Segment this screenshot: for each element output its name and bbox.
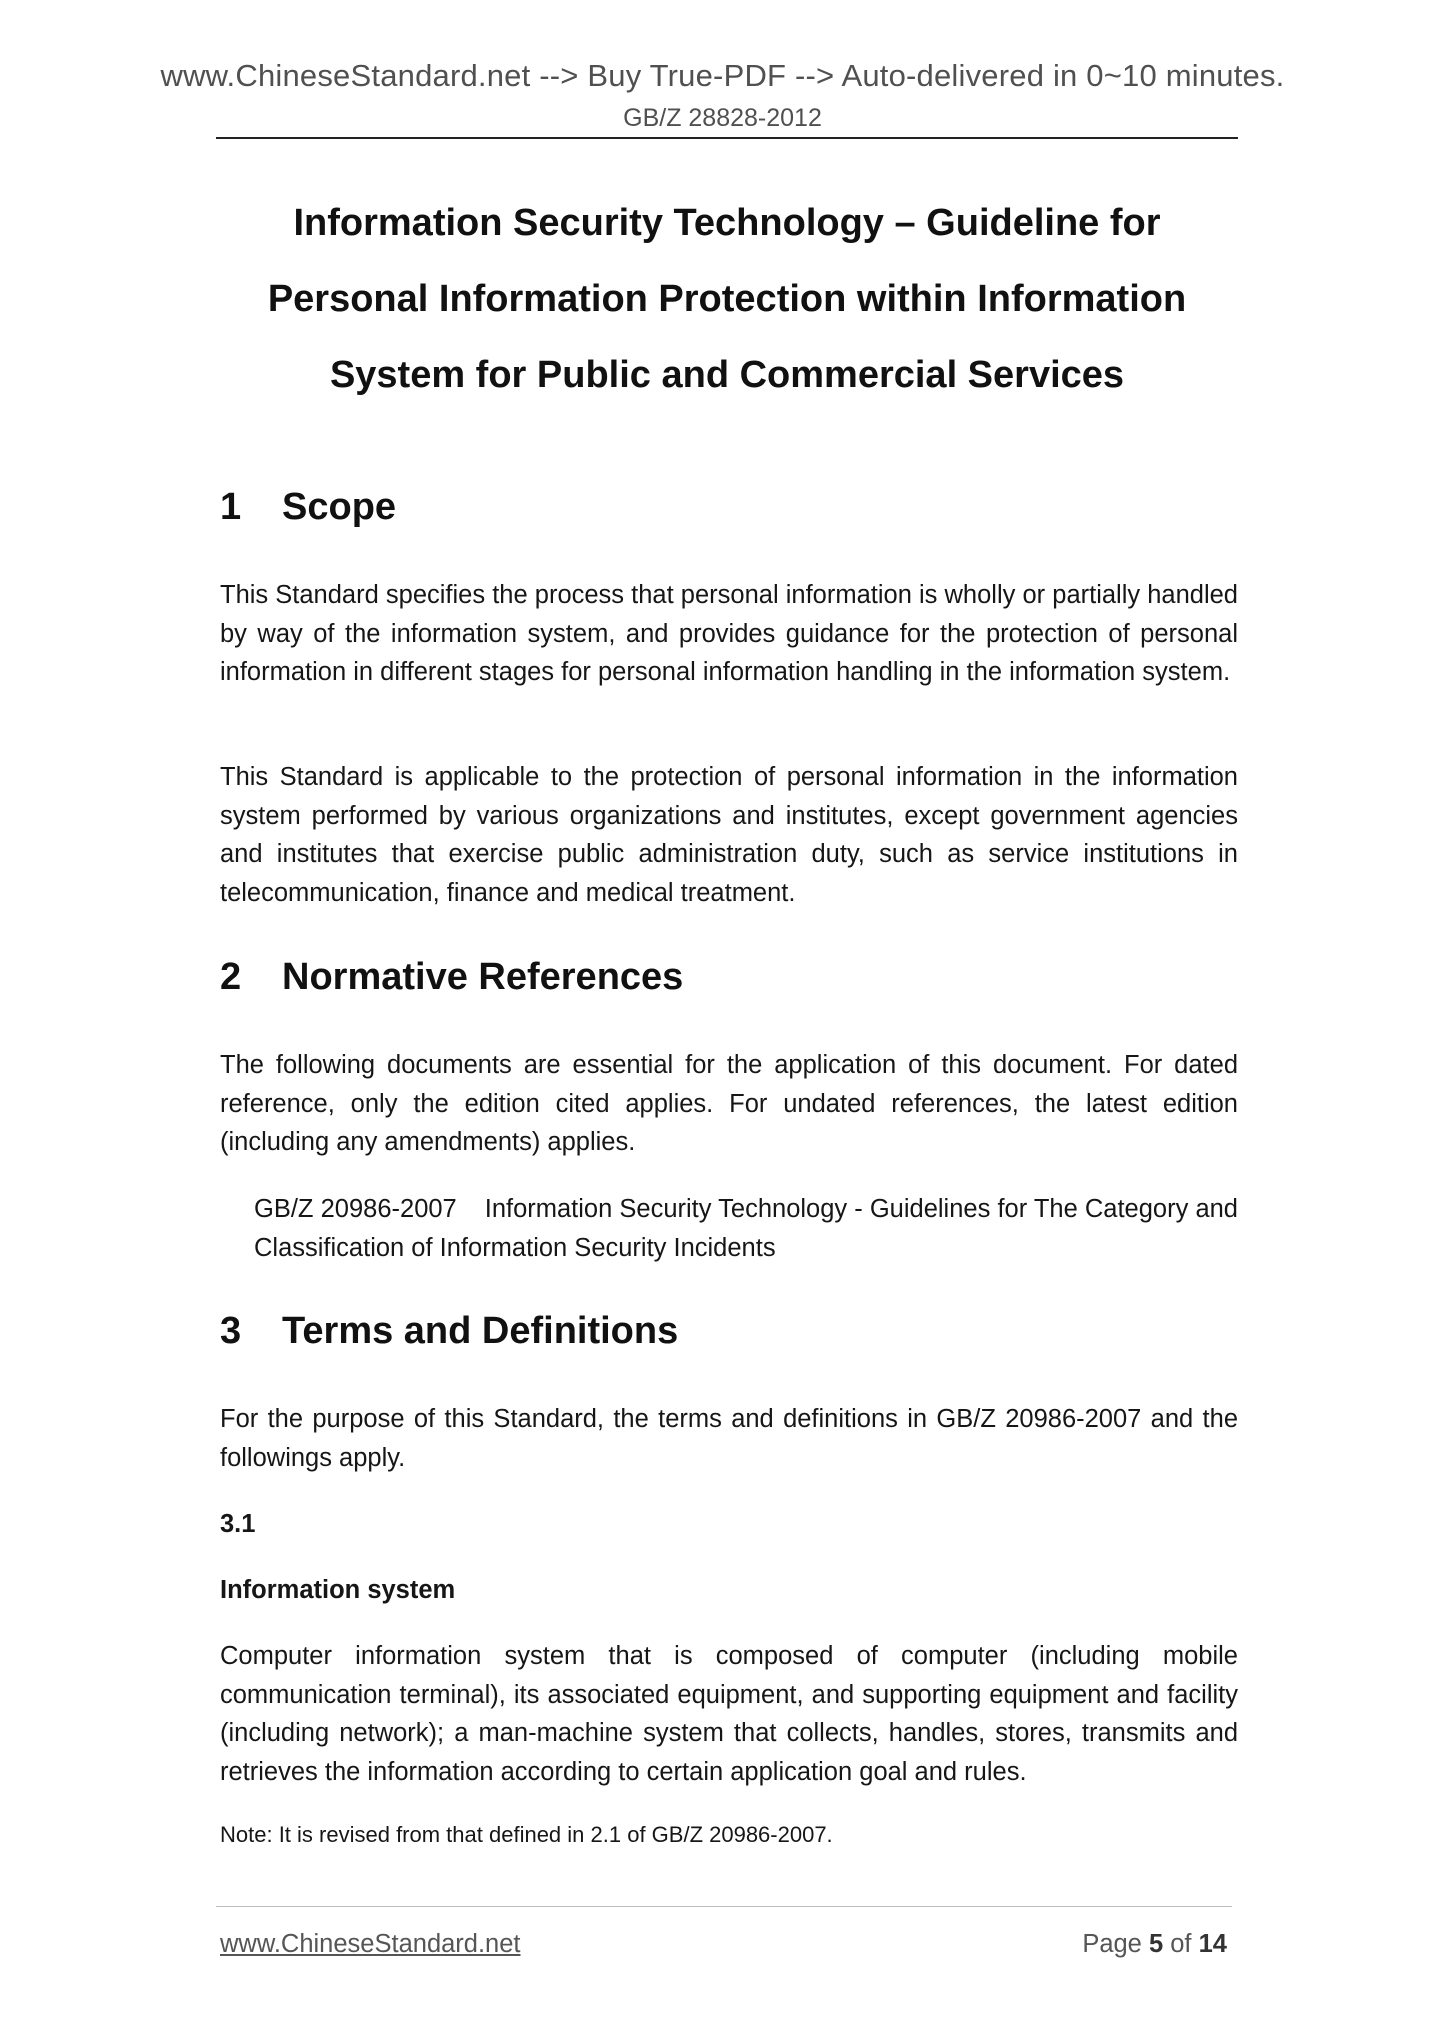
reference-code: GB/Z 20986-2007 bbox=[254, 1195, 457, 1223]
term-number: 3.1 bbox=[220, 1510, 256, 1538]
title-line: System for Public and Commercial Services bbox=[329, 354, 1125, 396]
footer-divider bbox=[216, 1906, 1232, 1907]
standard-code: GB/Z 28828-2012 bbox=[623, 104, 822, 132]
scope-paragraph: This Standard specifies the process that personal information is wholly or partially handled by way of the information system, and provides guidance for the protection of personal information in different stages for personal information handling in the information system. bbox=[220, 581, 1238, 686]
title-line: Information Security Technology – Guideline for bbox=[293, 202, 1161, 244]
header-divider bbox=[216, 137, 1238, 139]
section-heading-normative-references bbox=[220, 956, 1240, 999]
section-title: Scope bbox=[282, 486, 397, 528]
page-of: of bbox=[1170, 1930, 1192, 1958]
header-banner: www.ChineseStandard.net --> Buy True-PDF --> Auto-delivered in 0~10 minutes. bbox=[160, 58, 1285, 93]
document-title bbox=[216, 185, 1238, 413]
section-number: 1 bbox=[220, 486, 242, 528]
terms-intro: For the purpose of this Standard, the terms and definitions in GB/Z 20986-2007 and the followings apply. bbox=[220, 1405, 1238, 1472]
page-prefix: Page bbox=[1082, 1930, 1142, 1958]
normative-references-intro: The following documents are essential for the application of this document. For dated reference, only the edition cited applies. For undated references, the latest edition (including any amendments) applies. bbox=[220, 1051, 1238, 1156]
title-line: Personal Information Protection within Information bbox=[267, 278, 1187, 320]
scope-paragraph: This Standard is applicable to the protection of personal information in the information system performed by various organizations and institutes, except government agencies and institutes that exercise public administration duty, such as service institutions in telecommunication, finance and medical treatment. bbox=[220, 763, 1238, 907]
page-current: 5 bbox=[1148, 1930, 1164, 1958]
section-title: Normative References bbox=[282, 956, 684, 998]
reference-entry bbox=[254, 1190, 1238, 1267]
footer-site-link[interactable]: www.ChineseStandard.net bbox=[220, 1930, 521, 1958]
page-indicator bbox=[1082, 1930, 1227, 1959]
section-number: 2 bbox=[220, 956, 242, 998]
section-title: Terms and Definitions bbox=[282, 1310, 679, 1352]
term-definition: Computer information system that is composed of computer (including mobile communication terminal), its associated equipment, and supporting equipment and facility (including network); a man-machine system that collects, handles, stores, transmits and retrieves the information according to certain application goal and rules. bbox=[220, 1642, 1238, 1786]
section-heading-scope bbox=[220, 486, 1240, 529]
section-heading-terms bbox=[220, 1310, 1240, 1353]
reference-text: Information Security Technology - Guidelines for The Category and Classification of Information Security Incidents bbox=[254, 1195, 1238, 1262]
term-name: Information system bbox=[220, 1576, 456, 1604]
page-total: 14 bbox=[1198, 1930, 1227, 1958]
term-note: Note: It is revised from that defined in 2.1 of GB/Z 20986-2007. bbox=[220, 1822, 833, 1847]
section-number: 3 bbox=[220, 1310, 242, 1352]
